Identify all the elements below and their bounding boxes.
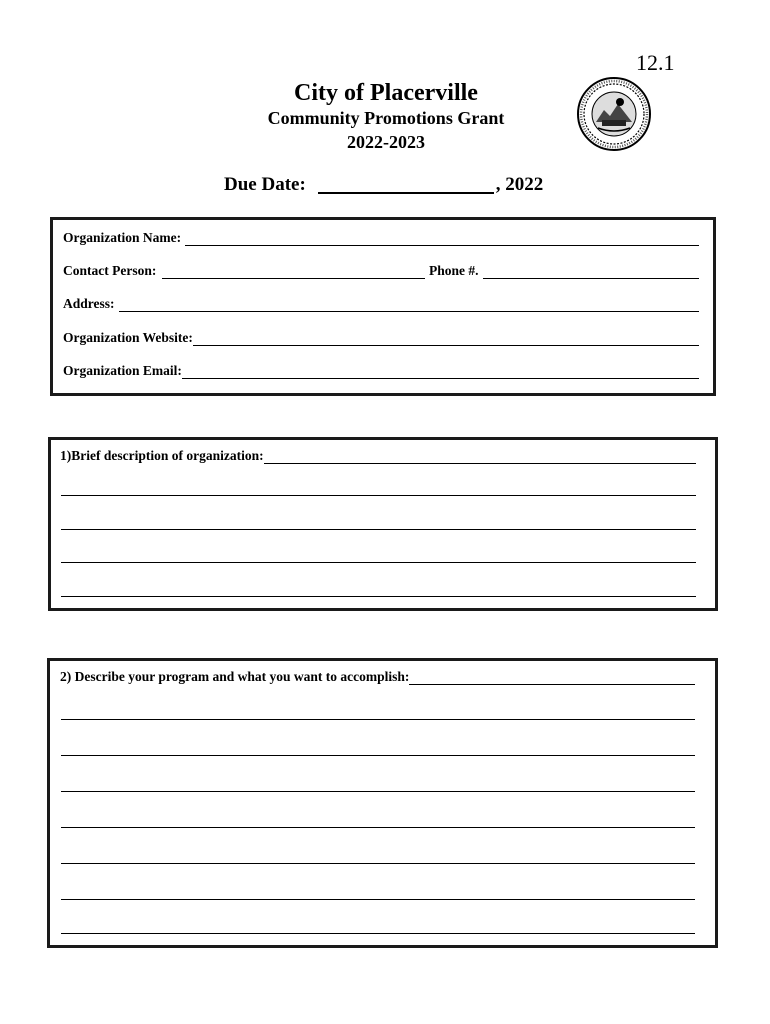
question-2-field[interactable] bbox=[409, 672, 695, 685]
email-label: Organization Email: bbox=[63, 363, 182, 378]
answer-line[interactable] bbox=[61, 596, 696, 597]
phone-label: Phone #. bbox=[429, 263, 479, 278]
question-2-row bbox=[60, 669, 695, 685]
address-row bbox=[63, 296, 699, 312]
email-row bbox=[63, 363, 699, 379]
email-field[interactable] bbox=[182, 366, 699, 379]
website-row bbox=[63, 330, 699, 346]
grant-year: 2022-2023 bbox=[347, 132, 425, 152]
question-1-label: 1)Brief description of organization: bbox=[60, 448, 264, 463]
question-1-field[interactable] bbox=[264, 451, 696, 464]
answer-line[interactable] bbox=[61, 863, 695, 864]
page-subtitle: Community Promotions Grant bbox=[267, 108, 505, 128]
page-title: City of Placerville bbox=[294, 80, 478, 106]
answer-line[interactable] bbox=[61, 933, 695, 934]
answer-line[interactable] bbox=[61, 791, 695, 792]
answer-line[interactable] bbox=[61, 495, 696, 496]
contact-person-field[interactable] bbox=[162, 266, 425, 279]
answer-line[interactable] bbox=[61, 755, 695, 756]
question-1-row bbox=[60, 448, 696, 464]
answer-line[interactable] bbox=[61, 719, 695, 720]
address-label: Address: bbox=[63, 296, 115, 311]
phone-field[interactable] bbox=[483, 266, 699, 279]
program-description-box bbox=[47, 658, 718, 948]
website-label: Organization Website: bbox=[63, 330, 193, 345]
organization-description-box bbox=[48, 437, 718, 611]
answer-line[interactable] bbox=[61, 827, 695, 828]
due-date-suffix: , 2022 bbox=[495, 174, 544, 195]
contact-person-label: Contact Person: bbox=[63, 263, 157, 278]
organization-info-box bbox=[50, 217, 716, 396]
page-number: 12.1 bbox=[636, 50, 675, 75]
answer-line[interactable] bbox=[61, 562, 696, 563]
question-2-label: 2) Describe your program and what you want to accomplish: bbox=[60, 669, 410, 684]
answer-line[interactable] bbox=[61, 529, 696, 530]
due-date-field[interactable] bbox=[318, 172, 494, 194]
address-field[interactable] bbox=[119, 299, 699, 312]
due-date-row bbox=[224, 172, 543, 196]
phone-row bbox=[429, 263, 699, 279]
answer-line[interactable] bbox=[61, 899, 695, 900]
contact-person-row bbox=[63, 263, 425, 279]
due-date-label: Due Date: bbox=[224, 174, 306, 195]
organization-name-label: Organization Name: bbox=[63, 230, 182, 245]
organization-name-row bbox=[63, 230, 699, 246]
city-seal-icon bbox=[576, 76, 652, 152]
website-field[interactable] bbox=[193, 333, 699, 346]
organization-name-field[interactable] bbox=[185, 233, 699, 246]
